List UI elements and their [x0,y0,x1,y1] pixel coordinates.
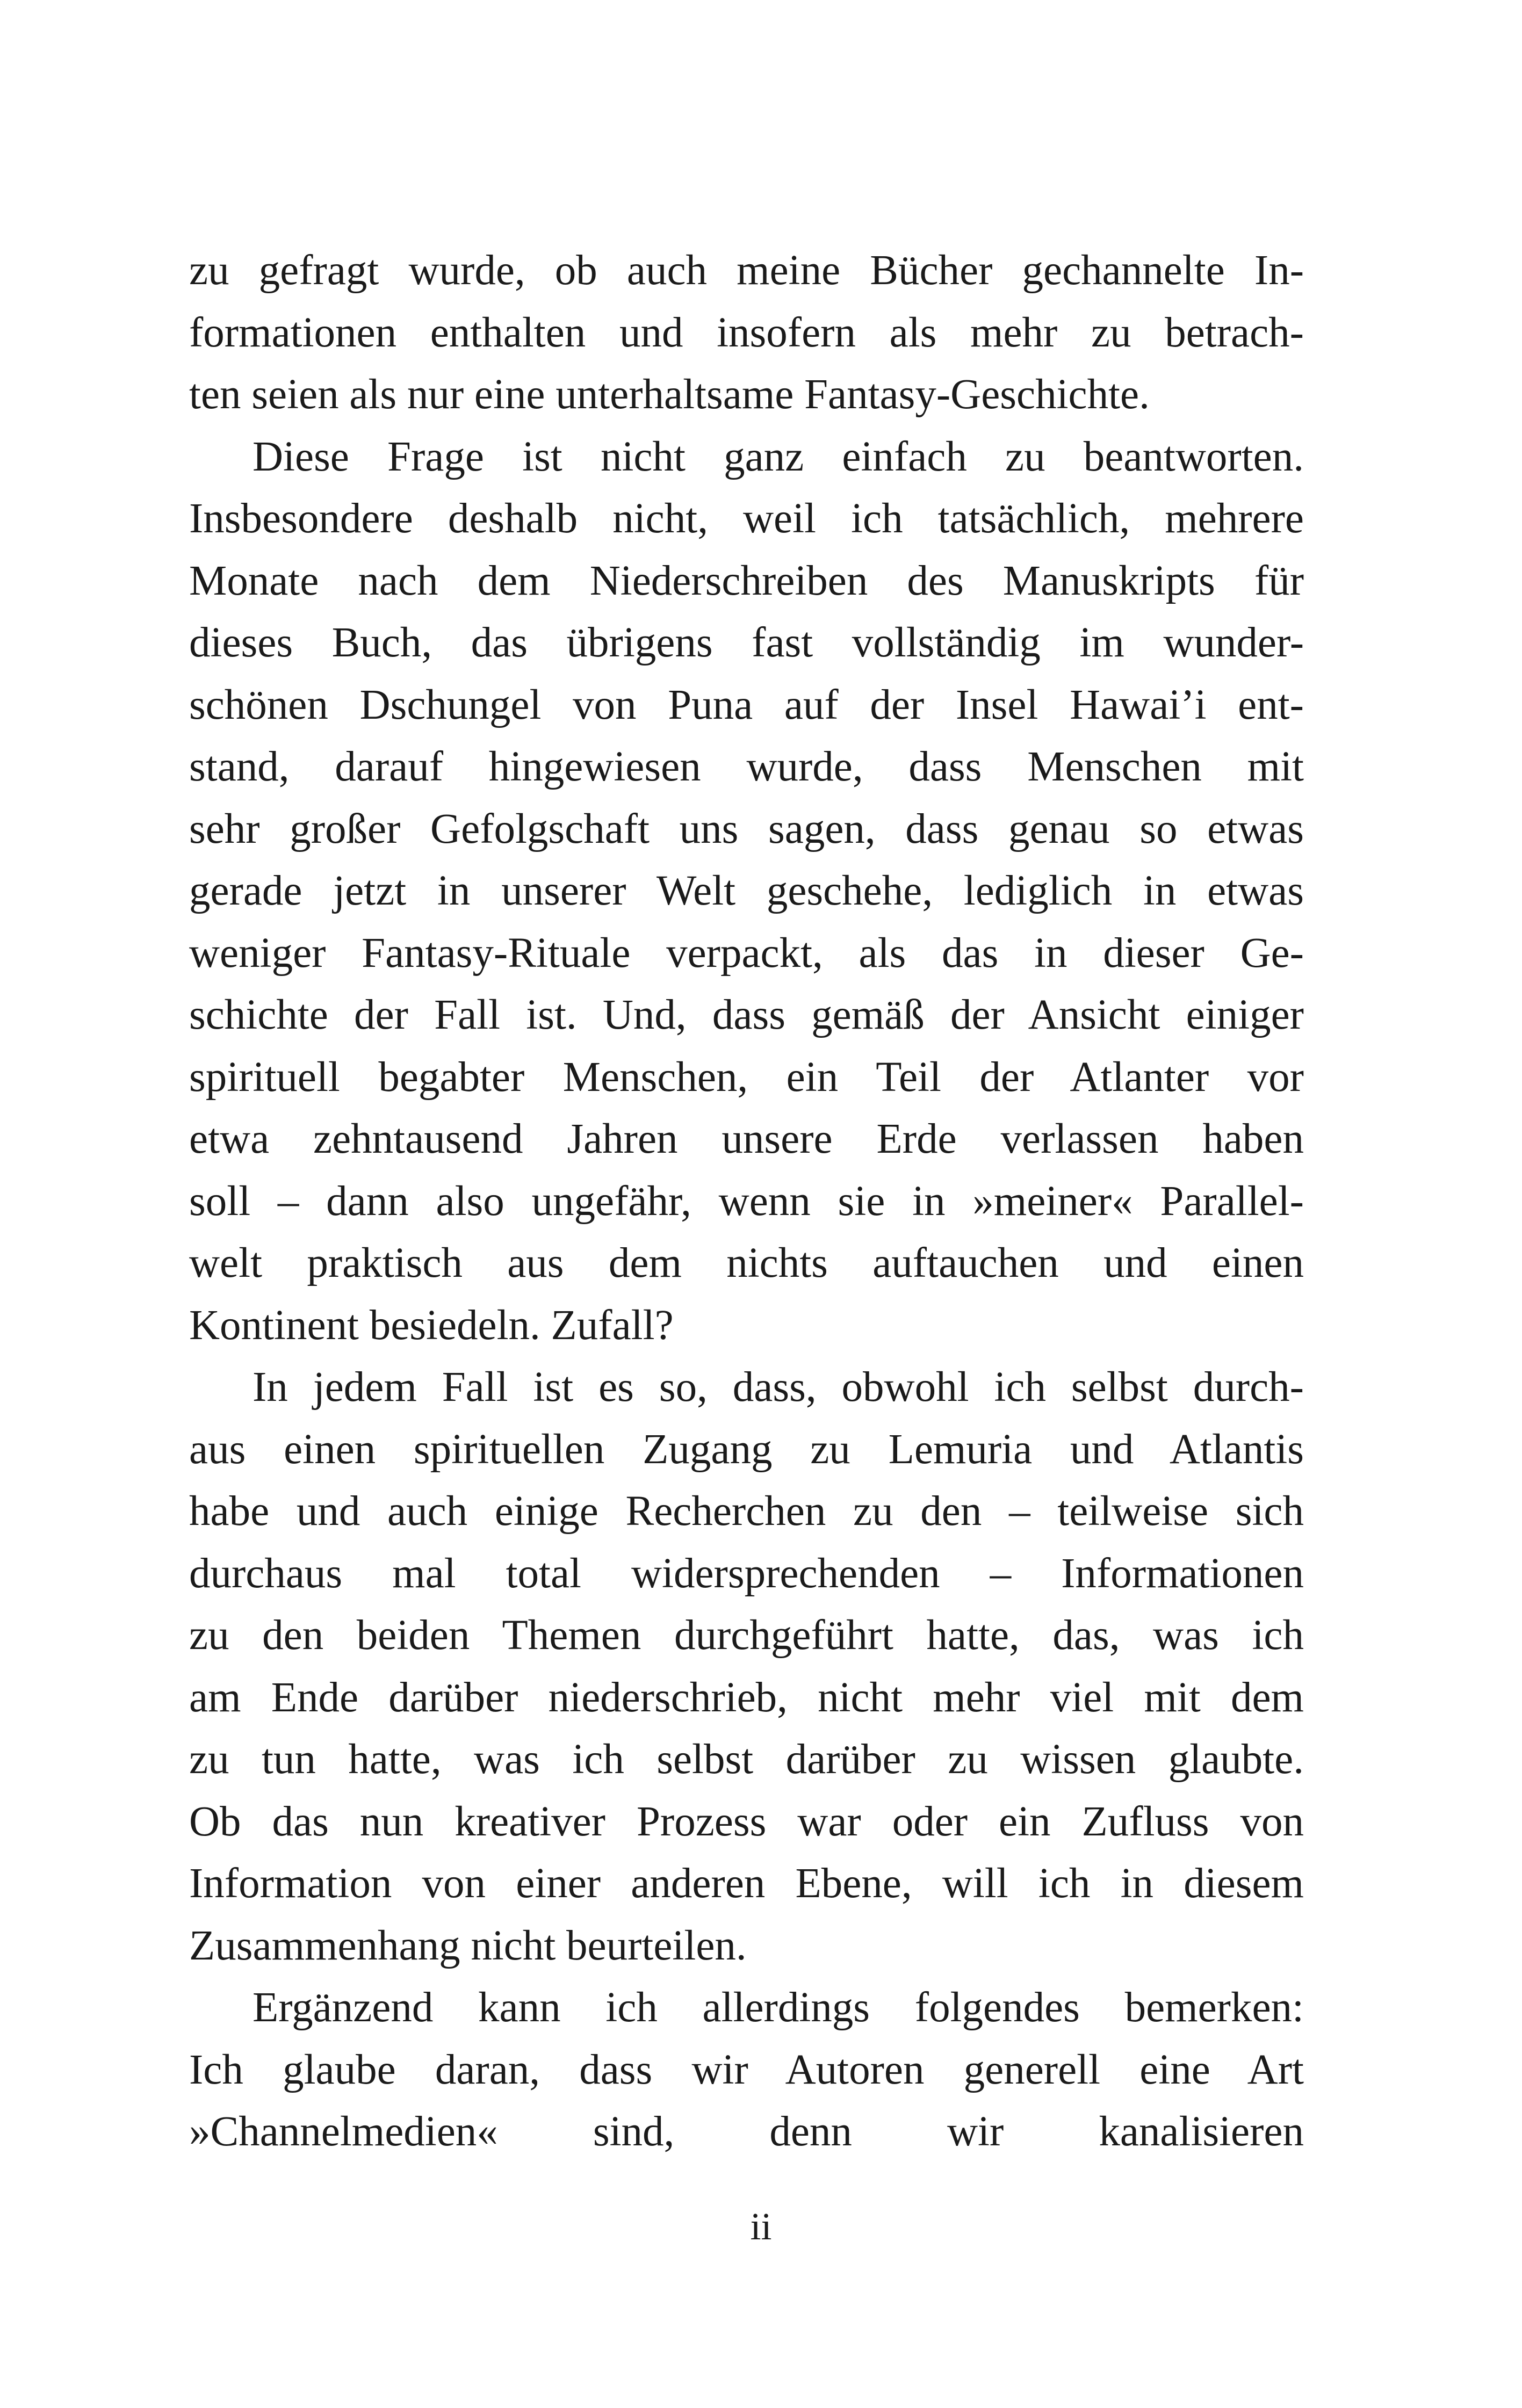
text-line: weniger Fantasy-Rituale verpackt, als das in dieser Ge- [189,929,1304,977]
text-line: schönen Dschungel von Puna auf der Insel Hawai’i ent- [189,681,1304,728]
text-line: ten seien als nur eine unterhaltsame Fantasy-Geschichte. [189,371,1150,418]
paragraph [189,1356,1304,1977]
text-line: Insbesondere deshalb nicht, weil ich tatsächlich, mehrere [189,495,1304,542]
text-line: Ob das nun kreativer Prozess war oder ein Zufluss von [189,1798,1304,1845]
text-line: gerade jetzt in unserer Welt geschehe, lediglich in etwas [189,867,1304,914]
text-line: stand, darauf hingewiesen wurde, dass Menschen mit [189,743,1304,790]
text-line: Diese Frage ist nicht ganz einfach zu beantworten. [253,433,1304,480]
text-line: Zusammenhang nicht beurteilen. [189,1922,747,1969]
text-line: zu den beiden Themen durchgeführt hatte, das, was ich [189,1612,1304,1659]
text-line: zu tun hatte, was ich selbst darüber zu wissen glaubte. [189,1736,1304,1783]
paragraph [189,240,1304,426]
text-line: Ergänzend kann ich allerdings folgendes bemerken: [253,1984,1304,2031]
text-line: habe und auch einige Recherchen zu den – teilweise sich [189,1488,1304,1535]
paragraph [189,1977,1304,2163]
text-line: »Channelmedien« sind, denn wir kanalisieren [189,2108,1304,2155]
text-line: am Ende darüber niederschrieb, nicht mehr viel mit dem [189,1674,1304,1721]
paragraph [189,426,1304,1357]
text-line: etwa zehntausend Jahren unsere Erde verlassen haben [189,1116,1304,1162]
text-line: In jedem Fall ist es so, dass, obwohl ich selbst durch- [253,1364,1304,1411]
text-line: zu gefragt wurde, ob auch meine Bücher gechannelte In- [189,247,1304,294]
page-number: ii [750,2205,772,2248]
text-line: soll – dann also ungefähr, wenn sie in »meiner« Parallel- [189,1177,1304,1225]
text-line: Monate nach dem Niederschreiben des Manuskripts für [189,557,1304,604]
text-line: formationen enthalten und insofern als mehr zu betrach- [189,309,1304,356]
text-line: Information von einer anderen Ebene, will ich in diesem [189,1860,1304,1907]
text-line: dieses Buch, das übrigens fast vollständig im wunder- [189,619,1304,666]
text-line: Kontinent besiedeln. Zufall? [189,1301,674,1349]
text-line: Ich glaube daran, dass wir Autoren generell eine Art [189,2046,1304,2093]
text-line: aus einen spirituellen Zugang zu Lemuria und Atlantis [189,1426,1304,1473]
body-text [189,240,1304,2163]
text-line: durchaus mal total widersprechenden – Informationen [189,1550,1304,1597]
text-line: spirituell begabter Menschen, ein Teil der Atlanter vor [189,1053,1304,1101]
text-line: sehr großer Gefolgschaft uns sagen, dass genau so etwas [189,805,1304,852]
text-line: welt praktisch aus dem nichts auftauchen und einen [189,1240,1304,1286]
text-line: schichte der Fall ist. Und, dass gemäß der Ansicht einiger [189,992,1304,1038]
